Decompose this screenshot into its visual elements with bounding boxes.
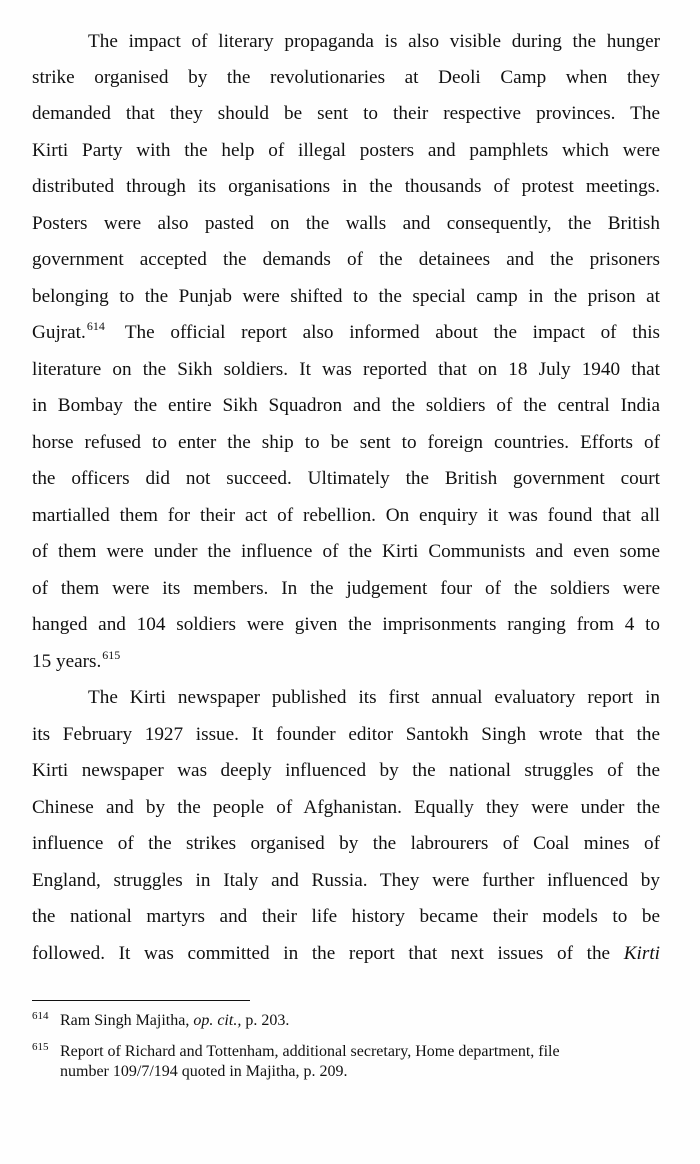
text-segment: 15 years. xyxy=(32,651,102,672)
footnote-number: 614 xyxy=(32,1010,49,1022)
text-line: Posters were also pasted on the walls and consequently, the British xyxy=(32,213,660,234)
text-line: England, struggles in Italy and Russia. They were further influenced by xyxy=(32,870,660,891)
text-line: of them were under the influence of the Kirti Communists and even some xyxy=(32,541,660,562)
text-line: in Bombay the entire Sikh Squadron and the soldiers of the central India xyxy=(32,395,660,416)
text-line: distributed through its organisations in the thousands of protest meetings. xyxy=(32,176,660,197)
text-line: The impact of literary propaganda is also visible during the hunger xyxy=(88,31,660,52)
text-line: strike organised by the revolutionaries at Deoli Camp when they xyxy=(32,67,660,88)
text-line: hanged and 104 soldiers were given the imprisonments ranging from 4 to xyxy=(32,614,660,635)
text-line: its February 1927 issue. It founder editor Santokh Singh wrote that the xyxy=(32,724,660,745)
text-line: of them were its members. In the judgement four of the soldiers were xyxy=(32,578,660,599)
text-line: horse refused to enter the ship to be sent to foreign countries. Efforts of xyxy=(32,432,660,453)
footnote-text-segment: p. 203. xyxy=(241,1012,290,1029)
text-line: government accepted the demands of the detainees and the prisoners xyxy=(32,249,660,270)
footnote-ref-614[interactable]: 614 xyxy=(86,319,105,333)
text-line: Kirti Party with the help of illegal posters and pamphlets which were xyxy=(32,140,660,161)
text-line xyxy=(32,942,660,966)
footnote-text xyxy=(60,1011,289,1031)
text-line: demanded that they should be sent to their respective provinces. The xyxy=(32,103,660,124)
text-line: the national martyrs and their life history became their models to be xyxy=(32,906,660,927)
text-line: the officers did not succeed. Ultimately the British government court xyxy=(32,468,660,489)
text-segment: followed. It was committed in the report that next issues of the xyxy=(32,943,611,964)
text-line: influence of the strikes organised by the labrourers of Coal mines of xyxy=(32,833,660,854)
text-line: belonging to the Punjab were shifted to the special camp in the prison at xyxy=(32,286,660,307)
footnote-text-segment: Ram Singh Majitha, xyxy=(60,1012,194,1029)
footnote-number: 615 xyxy=(32,1041,49,1053)
italic-title-kirti: Kirti xyxy=(623,943,660,964)
text-line: literature on the Sikh soldiers. It was reported that on 18 July 1940 that xyxy=(32,359,660,380)
text-segment: The official report also informed about the impact of this xyxy=(124,322,660,343)
footnote-italic-segment: op. cit., xyxy=(193,1012,242,1029)
footnote-text-line: number 109/7/194 quoted in Majitha, p. 209. xyxy=(60,1063,348,1080)
footnote-ref-615[interactable]: 615 xyxy=(102,648,121,662)
text-line-with-footnote xyxy=(32,321,660,345)
text-segment: Gujrat. xyxy=(32,322,86,343)
text-line: Chinese and by the people of Afghanistan. Equally they were under the xyxy=(32,797,660,818)
text-line-with-footnote xyxy=(32,650,660,674)
footnote-text-line: Report of Richard and Tottenham, additional secretary, Home department, file xyxy=(60,1043,560,1060)
text-line: martialled them for their act of rebellion. On enquiry it was found that all xyxy=(32,505,660,526)
footnote-separator xyxy=(32,1000,250,1001)
text-line: The Kirti newspaper published its first annual evaluatory report in xyxy=(88,687,660,708)
text-line: Kirti newspaper was deeply influenced by the national struggles of the xyxy=(32,760,660,781)
